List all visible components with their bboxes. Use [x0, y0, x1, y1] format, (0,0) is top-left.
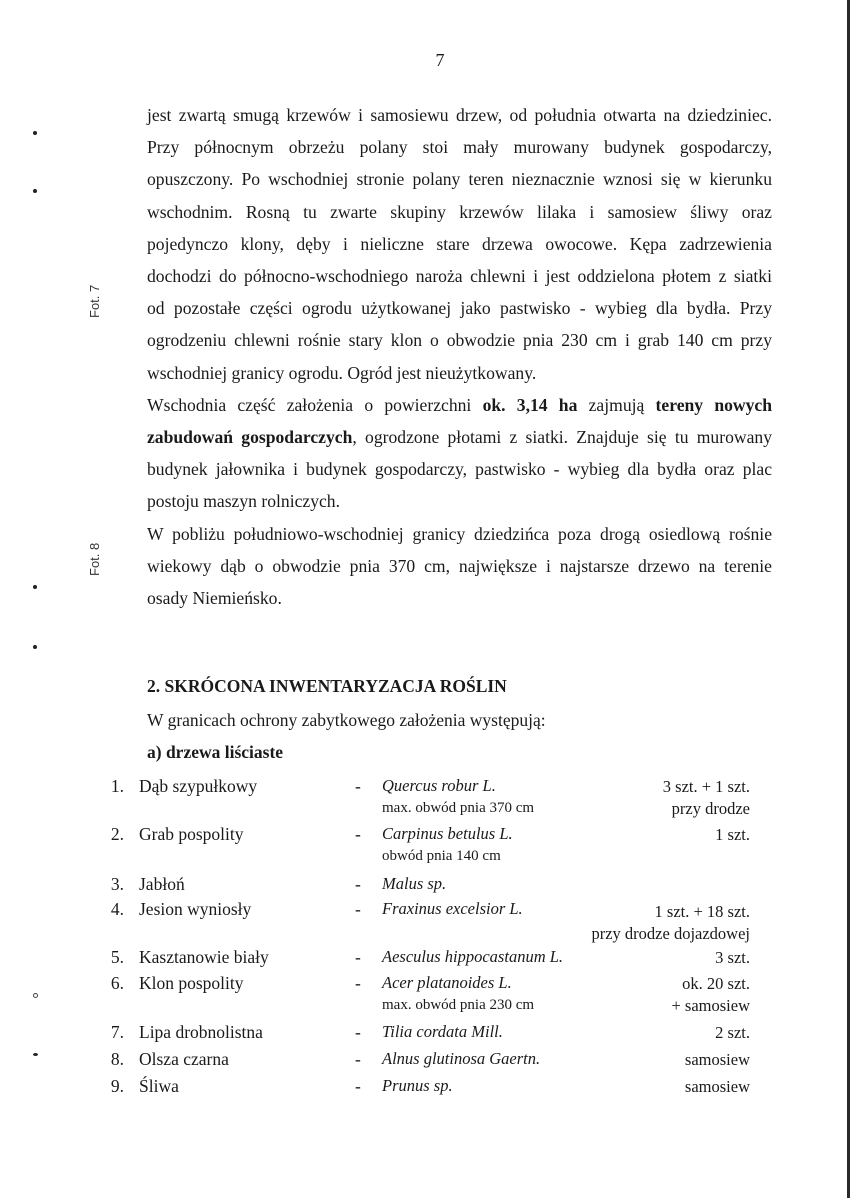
text-line: wschodniej granicy ogrodu. Ogród jest nieużytkowany. — [147, 362, 537, 383]
text-line: wschodnim. Rosną tu zwarte skupiny krzewów lilaka i samosiew śliwy oraz — [147, 201, 772, 222]
scan-dot — [33, 585, 37, 589]
text-line: osady Niemieńsko. — [147, 588, 282, 609]
body-text — [147, 99, 772, 614]
scan-dot — [33, 993, 38, 998]
quantity: 2 szt. — [715, 1023, 750, 1042]
quantity: samosiew — [684, 1050, 750, 1069]
text-line: pojedynczo klony, dęby i nieliczne stare drzewa owocowe. Kępa zadrzewienia — [147, 233, 772, 254]
latin-name: Tilia cordata Mill. — [382, 1022, 503, 1041]
separator-dash: - — [355, 874, 361, 894]
intro-text: W granicach ochrony zabytkowego założenia występują: — [147, 710, 546, 730]
scan-dot — [33, 131, 37, 135]
separator-dash: - — [355, 899, 361, 919]
common-name: Olsza czarna — [139, 1049, 229, 1069]
separator-dash: - — [355, 1049, 361, 1069]
separator-dash: - — [355, 824, 361, 844]
item-number: 2. — [110, 824, 124, 844]
quantity: ok. 20 szt. + samosiew — [671, 974, 750, 1015]
item-number: 6. — [110, 973, 124, 993]
scan-dot — [33, 645, 37, 649]
common-name: Grab pospolity — [139, 824, 244, 844]
trunk-note: obwód pnia 140 cm — [382, 848, 501, 864]
common-name: Dąb szypułkowy — [139, 776, 258, 796]
text-line: zabudowań gospodarczych, ogrodzone płotami z siatki. Znajduje się tu murowany — [147, 427, 772, 448]
latin-name: Malus sp. — [382, 874, 447, 893]
common-name: Śliwa — [139, 1076, 179, 1096]
text-line: od pozostałe części ogrodu użytkowanej jako pastwisko - wybieg dla bydła. Przy — [147, 298, 772, 319]
text-line: dochodzi do północno-wschodniego naroża chlewni i jest oddzielona płotem z siatki — [147, 266, 772, 287]
item-number: 4. — [110, 899, 124, 919]
common-name: Klon pospolity — [139, 973, 244, 993]
margin-note-fot8: Fot. 8 — [87, 542, 102, 576]
latin-name: Aesculus hippocastanum L. — [382, 947, 564, 966]
subheading: a) drzewa liściaste — [147, 742, 284, 762]
scan-edge — [847, 0, 850, 1198]
quantity: samosiew — [684, 1077, 750, 1096]
separator-dash: - — [355, 947, 361, 967]
area-value: ok. 3,14 ha — [482, 394, 578, 415]
margin-note-fot7: Fot. 7 — [87, 284, 102, 318]
trunk-note: max. obwód pnia 370 cm — [382, 800, 535, 816]
separator-dash: - — [355, 1076, 361, 1096]
quantity: 1 szt. — [715, 825, 750, 844]
scan-dot — [33, 189, 37, 193]
latin-name: Fraxinus excelsior L. — [382, 899, 523, 918]
latin-name: Carpinus betulus L. — [382, 824, 513, 843]
text-line: jest zwartą smugą krzewów i samosiewu drzew, od południa otwarta na dziedziniec. — [147, 105, 772, 125]
text-line: opuszczony. Po wschodniej stronie polany teren nieznacznie wznosi się w kierunku — [147, 169, 772, 190]
text-line: W pobliżu południowo-wschodniej granicy dziedzińca poza drogą osiedlową rośnie — [147, 523, 772, 544]
section-title: 2. SKRÓCONA INWENTARYZACJA ROŚLIN — [147, 676, 507, 696]
latin-name: Quercus robur L. — [382, 776, 496, 795]
common-name: Jabłoń — [139, 874, 185, 894]
scan-dot — [33, 1053, 38, 1056]
text-line: Wschodnia część założenia o powierzchni ok. 3,14 ha zajmują tereny nowych — [147, 394, 773, 415]
page-number: 7 — [435, 50, 445, 70]
common-name: Jesion wyniosły — [139, 899, 252, 919]
item-number: 8. — [110, 1049, 124, 1069]
common-name: Kasztanowie biały — [139, 947, 269, 967]
text-line: ogrodzeniu chlewni rośnie stary klon o obwodzie pnia 230 cm i grab 140 cm przy — [147, 330, 772, 351]
separator-dash: - — [355, 776, 361, 796]
text-line: Przy północnym obrzeżu polany stoi mały murowany budynek gospodarczy, — [147, 137, 772, 158]
item-number: 7. — [110, 1022, 124, 1042]
text-line: budynek jałownika i budynek gospodarczy, pastwisko - wybieg dla bydła oraz plac — [147, 459, 772, 480]
quantity: 3 szt. + 1 szt. przy drodze — [662, 777, 750, 818]
item-number: 5. — [110, 947, 124, 967]
item-number: 9. — [110, 1076, 124, 1096]
latin-name: Alnus glutinosa Gaertn. — [382, 1049, 541, 1068]
separator-dash: - — [355, 973, 361, 993]
trunk-note: max. obwód pnia 230 cm — [382, 997, 535, 1013]
text-line: postoju maszyn rolniczych. — [147, 491, 340, 512]
quantity: 1 szt. + 18 szt. przy drodze dojazdowej — [591, 902, 750, 943]
item-number: 3. — [110, 874, 124, 894]
quantity: 3 szt. — [715, 948, 750, 967]
latin-name: Prunus sp. — [382, 1076, 453, 1095]
item-number: 1. — [110, 776, 124, 796]
separator-dash: - — [355, 1022, 361, 1042]
common-name: Lipa drobnolistna — [139, 1022, 263, 1042]
text-line: wiekowy dąb o obwodzie pnia 370 cm, największe i najstarsze drzewo na terenie — [147, 555, 772, 576]
latin-name: Acer platanoides L. — [382, 973, 512, 992]
